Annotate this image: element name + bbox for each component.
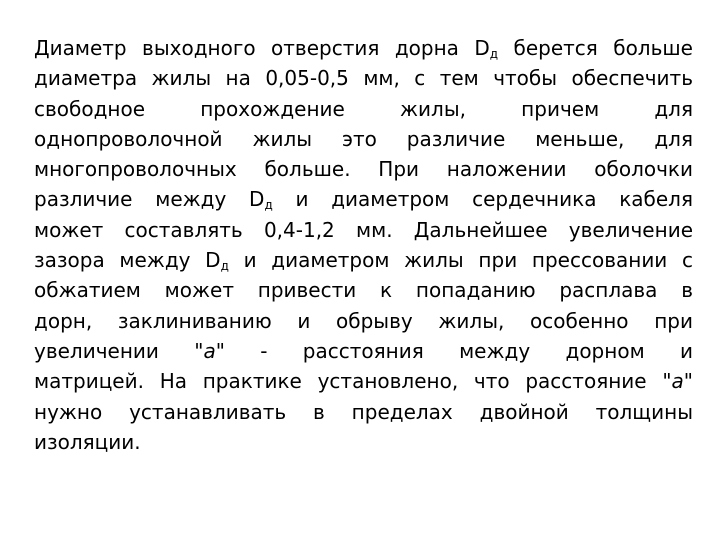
- text-line: [34, 94, 693, 124]
- text-segment: различие между D: [34, 187, 265, 212]
- subscript: д: [489, 47, 499, 61]
- text-segment: свободное прохождение жилы, причем для: [34, 96, 693, 121]
- text-line: [34, 154, 693, 184]
- text-segment: обжатием может привести к попаданию расплава в: [34, 278, 693, 303]
- text-segment: многопроволочных больше. При наложении оболочки: [34, 157, 693, 182]
- text-segment: однопроволочной жилы это различие меньше, для: [34, 126, 693, 151]
- text-segment: и диаметром сердечника кабеля: [272, 187, 693, 212]
- text-segment: и диаметром жилы при прессовании с: [228, 248, 694, 273]
- text-segment: может составлять 0,4-1,2 мм. Дальнейшее увеличение: [34, 217, 693, 242]
- text-line: [34, 33, 693, 63]
- text-segment: нужно устанавливать в пределах двойной толщины: [34, 399, 693, 424]
- text-segment: матрицей. На практике установлено, что расстояние ": [34, 369, 672, 394]
- text-segment: Диаметр выходного отверстия дорна D: [34, 36, 490, 60]
- text-segment: берется больше: [498, 36, 693, 60]
- text-line: [34, 124, 693, 154]
- italic-variable: а: [203, 338, 216, 363]
- text-segment: диаметра жилы на 0,05-0,5 мм, с тем чтобы обеспечить: [34, 66, 693, 91]
- text-line: [34, 306, 693, 336]
- text-segment: изоляции.: [34, 429, 141, 454]
- subscript: д: [220, 259, 229, 274]
- text-line: [34, 184, 693, 214]
- text-segment: " - расстояния между дорном и: [215, 338, 693, 363]
- text-segment: дорн, заклиниванию и обрыву жилы, особенно при: [34, 308, 693, 333]
- text-line: [34, 63, 693, 93]
- text-segment: зазора между D: [34, 248, 221, 273]
- text-line: [34, 397, 693, 427]
- text-segment: увеличении ": [34, 338, 204, 363]
- text-line: [34, 245, 693, 275]
- text-segment: ": [683, 369, 693, 394]
- subscript: д: [264, 198, 273, 213]
- text-line: [34, 215, 693, 245]
- text-line: [34, 427, 693, 457]
- text-line: [34, 336, 693, 366]
- text-line: [34, 275, 693, 305]
- italic-variable: а: [671, 369, 684, 394]
- text-line: [34, 366, 693, 396]
- body-paragraph: [34, 33, 693, 457]
